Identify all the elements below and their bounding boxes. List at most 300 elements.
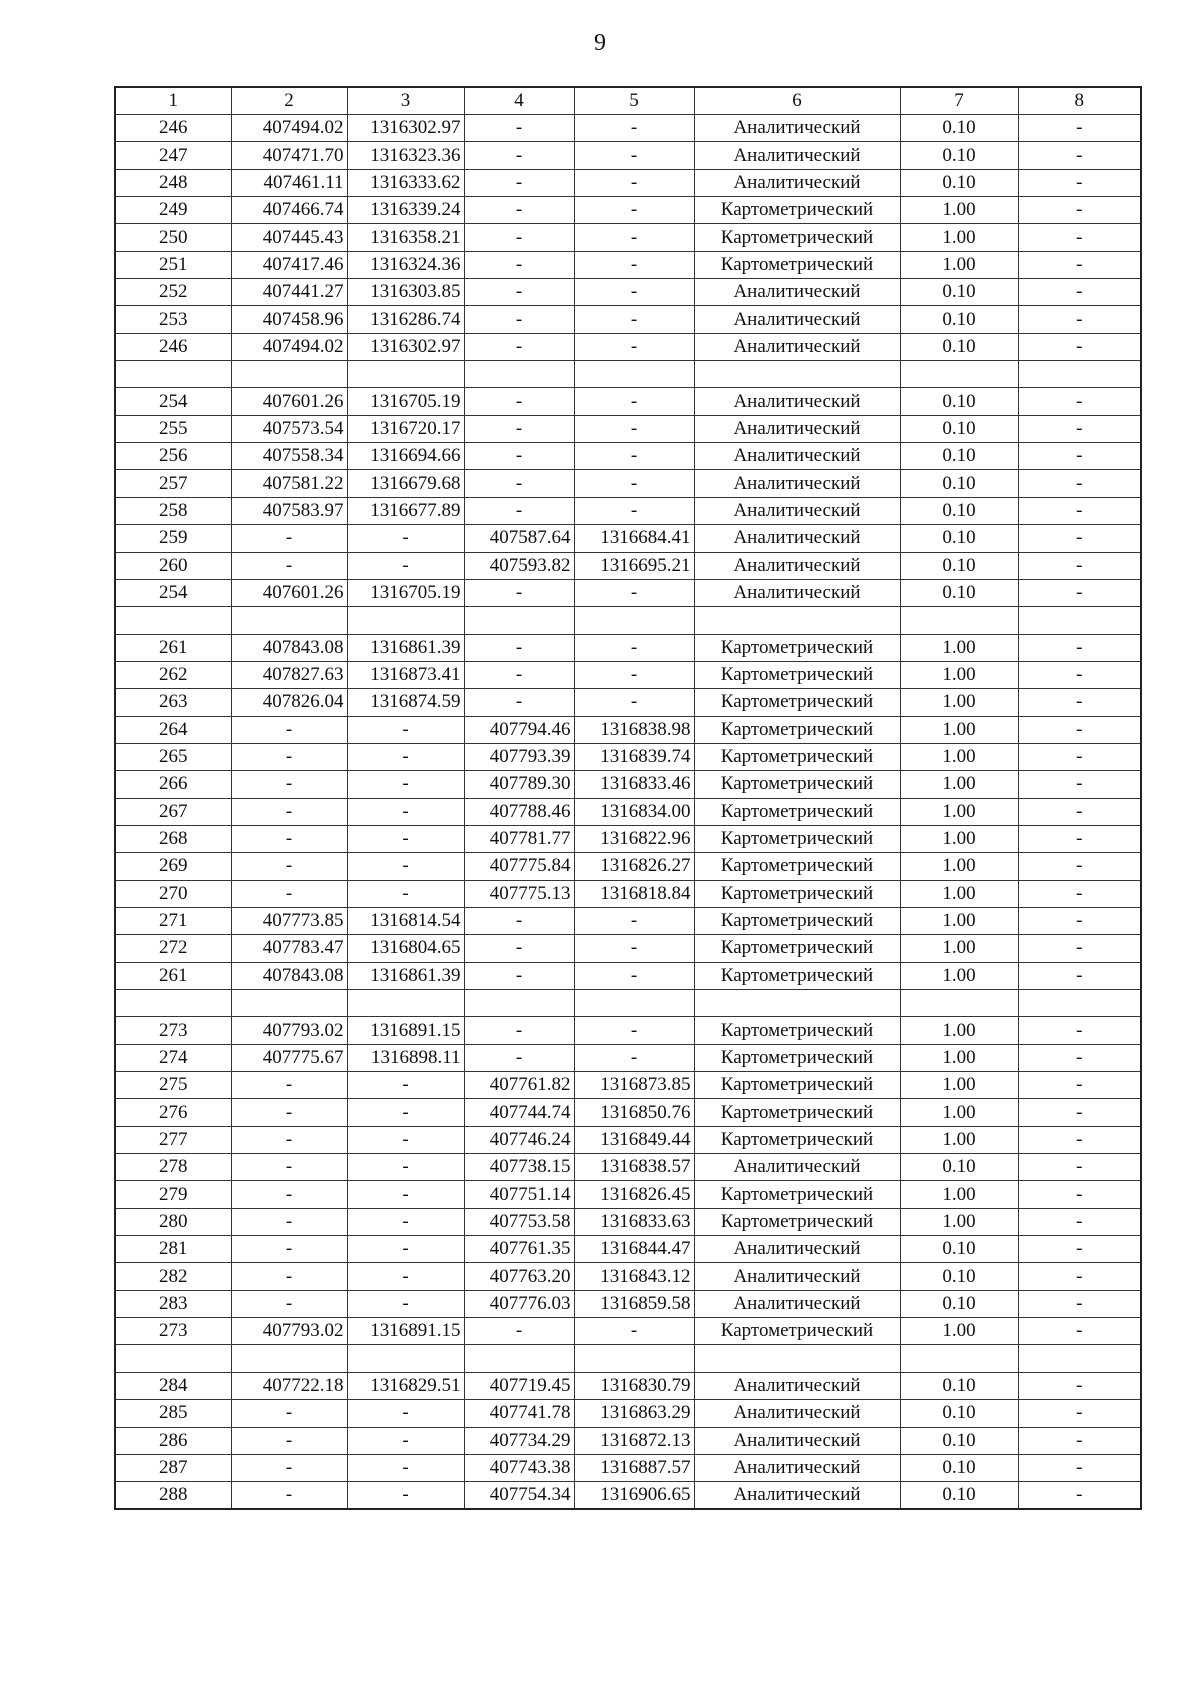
table-cell: - [464,935,574,962]
table-cell: - [464,415,574,442]
table-cell: 1.00 [900,743,1018,770]
table-cell: - [231,1099,347,1126]
table-cell: Аналитический [694,1427,900,1454]
table-cell: Аналитический [694,1482,900,1510]
table-cell: - [231,1290,347,1317]
table-cell: 407719.45 [464,1372,574,1399]
table-cell: 271 [115,907,231,934]
table-cell: 0.10 [900,1290,1018,1317]
table-cell: Аналитический [694,306,900,333]
table-cell: 283 [115,1290,231,1317]
table-cell: 261 [115,634,231,661]
table-cell: 407761.82 [464,1072,574,1099]
table-cell: 247 [115,142,231,169]
table-cell: 1.00 [900,634,1018,661]
table-cell: - [574,579,694,606]
table-cell: 407789.30 [464,771,574,798]
table-cell: - [574,415,694,442]
table-cell [574,990,694,1017]
table-cell: 407775.13 [464,880,574,907]
table-cell [115,607,231,634]
table-cell: Аналитический [694,1154,900,1181]
table-cell [1018,990,1141,1017]
table-cell: - [1018,1017,1141,1044]
table-cell: - [464,333,574,360]
table-cell: 1316302.97 [347,333,464,360]
table-cell: 273 [115,1017,231,1044]
table-cell: - [347,1482,464,1510]
table-cell: 274 [115,1044,231,1071]
table-cell: Аналитический [694,1454,900,1481]
table-cell: - [464,251,574,278]
table-cell: - [1018,1208,1141,1235]
table-cell: - [1018,1154,1141,1181]
table-cell: 407776.03 [464,1290,574,1317]
table-cell: - [347,1263,464,1290]
table-row [115,1126,1141,1153]
table-cell: 270 [115,880,231,907]
table-row [115,443,1141,470]
table-row [115,689,1141,716]
table-cell [115,1345,231,1372]
table-cell: 407466.74 [231,197,347,224]
table-cell: 407458.96 [231,306,347,333]
table-cell: - [231,716,347,743]
table-cell: 407783.47 [231,935,347,962]
table-cell: - [347,1400,464,1427]
table-cell: - [574,935,694,962]
table-cell: - [1018,470,1141,497]
table-cell: - [231,1427,347,1454]
table-cell: 0.10 [900,142,1018,169]
table-cell: Картометрический [694,1017,900,1044]
table-cell: 252 [115,279,231,306]
table-cell: - [347,853,464,880]
table-cell: - [347,1099,464,1126]
table-cell: 1316323.36 [347,142,464,169]
table-cell: 273 [115,1318,231,1345]
table-cell: 1316302.97 [347,115,464,142]
table-row [115,525,1141,552]
table-cell: Аналитический [694,443,900,470]
table-cell: 1316891.15 [347,1017,464,1044]
table-cell: 1316829.51 [347,1372,464,1399]
table-cell: Картометрический [694,1181,900,1208]
table-cell: Аналитический [694,415,900,442]
table-cell: - [1018,1099,1141,1126]
table-cell: Картометрический [694,251,900,278]
table-row [115,1427,1141,1454]
table-cell: 279 [115,1181,231,1208]
table-cell: Картометрический [694,661,900,688]
table-row [115,1208,1141,1235]
table-row [115,1318,1141,1345]
table-cell: - [1018,525,1141,552]
table-cell: - [231,853,347,880]
table-row [115,251,1141,278]
table-cell: - [231,798,347,825]
table-cell: - [1018,825,1141,852]
table-cell: - [574,142,694,169]
table-cell: 407738.15 [464,1154,574,1181]
table-cell: 0.10 [900,443,1018,470]
table-cell: Картометрический [694,197,900,224]
table-cell: 407788.46 [464,798,574,825]
table-cell: Аналитический [694,115,900,142]
column-header: 2 [231,87,347,115]
table-cell: 1.00 [900,1126,1018,1153]
table-cell: 407775.67 [231,1044,347,1071]
table-cell [464,607,574,634]
table-cell: 0.10 [900,1427,1018,1454]
table-cell: 407793.02 [231,1017,347,1044]
table-cell: Аналитический [694,579,900,606]
table-row [115,1482,1141,1510]
table-cell: - [1018,771,1141,798]
table-cell: - [464,1044,574,1071]
table-cell: 286 [115,1427,231,1454]
table-cell: - [1018,1427,1141,1454]
table-cell: - [1018,279,1141,306]
table-cell: Картометрический [694,1044,900,1071]
table-row [115,607,1141,634]
table-cell: 0.10 [900,1372,1018,1399]
table-cell: 407558.34 [231,443,347,470]
table-cell [231,361,347,388]
table-cell: - [231,880,347,907]
table-cell: 1316333.62 [347,169,464,196]
table-cell: - [347,716,464,743]
table-cell: - [574,661,694,688]
table-cell: Картометрический [694,771,900,798]
table-cell: - [1018,661,1141,688]
table-cell: 257 [115,470,231,497]
table-cell [115,990,231,1017]
table-row [115,853,1141,880]
table-cell: - [231,1263,347,1290]
table-cell: - [1018,251,1141,278]
table-row [115,1017,1141,1044]
table-cell: Картометрический [694,224,900,251]
table-cell: - [347,525,464,552]
table-cell: - [231,1208,347,1235]
table-cell: 407751.14 [464,1181,574,1208]
table-cell: 1316874.59 [347,689,464,716]
table-row [115,907,1141,934]
table-cell: 1316863.29 [574,1400,694,1427]
table-cell [347,1345,464,1372]
table-row [115,279,1141,306]
table-cell: - [1018,1318,1141,1345]
table-cell: - [1018,579,1141,606]
table-cell: - [464,634,574,661]
table-cell: - [1018,497,1141,524]
table-cell: - [1018,1482,1141,1510]
table-cell [574,607,694,634]
table-cell: 280 [115,1208,231,1235]
table-cell: 407417.46 [231,251,347,278]
table-cell: 1316838.98 [574,716,694,743]
table-cell: - [231,771,347,798]
table-cell: Аналитический [694,1290,900,1317]
table-cell: 246 [115,115,231,142]
table-row [115,661,1141,688]
table-row [115,825,1141,852]
table-cell: 407581.22 [231,470,347,497]
table-cell: - [1018,634,1141,661]
table-cell: Картометрический [694,907,900,934]
table-cell: - [1018,798,1141,825]
table-cell: 0.10 [900,470,1018,497]
table-cell [574,361,694,388]
table-cell: 281 [115,1236,231,1263]
table-cell: - [347,1454,464,1481]
table-cell: - [1018,1263,1141,1290]
table-cell: 246 [115,333,231,360]
table-cell: 1316814.54 [347,907,464,934]
table-row [115,1154,1141,1181]
table-cell: 0.10 [900,1400,1018,1427]
table-cell: 1.00 [900,907,1018,934]
table-cell: 1.00 [900,771,1018,798]
table-cell: 1316833.46 [574,771,694,798]
table-cell: - [574,333,694,360]
table-cell: Аналитический [694,525,900,552]
table-cell: - [574,907,694,934]
table-cell: 407793.39 [464,743,574,770]
table-cell: - [231,1236,347,1263]
table-cell: - [231,552,347,579]
table-cell [900,361,1018,388]
table-cell: - [574,306,694,333]
table-cell: - [347,825,464,852]
table-cell: 249 [115,197,231,224]
table-cell: - [574,1318,694,1345]
table-cell: - [464,306,574,333]
table-cell: - [574,689,694,716]
table-cell: - [574,1017,694,1044]
table-cell: - [347,743,464,770]
table-cell: - [231,1126,347,1153]
table-cell: - [347,1290,464,1317]
table-row [115,1072,1141,1099]
table-cell: Аналитический [694,1400,900,1427]
table-row [115,142,1141,169]
table-cell: 1.00 [900,661,1018,688]
table-cell: - [231,525,347,552]
table-cell: 258 [115,497,231,524]
table-cell: Картометрический [694,853,900,880]
table-cell: 1.00 [900,1099,1018,1126]
table-cell: 278 [115,1154,231,1181]
table-cell: 1316818.84 [574,880,694,907]
table-cell: 262 [115,661,231,688]
table-cell: - [1018,224,1141,251]
table-cell: 1.00 [900,1208,1018,1235]
table-cell: 265 [115,743,231,770]
table-cell: Картометрический [694,798,900,825]
table-cell: 269 [115,853,231,880]
table-cell: - [231,1181,347,1208]
table-cell: - [231,1154,347,1181]
table-cell: 248 [115,169,231,196]
table-cell: 407601.26 [231,388,347,415]
table-cell: 1316849.44 [574,1126,694,1153]
table-cell: 407587.64 [464,525,574,552]
header-row [115,87,1141,115]
table-cell: 1316286.74 [347,306,464,333]
table-cell: 1.00 [900,1017,1018,1044]
table-cell: 268 [115,825,231,852]
table-cell: 253 [115,306,231,333]
table-cell: 282 [115,1263,231,1290]
column-header: 6 [694,87,900,115]
table-cell: 1316887.57 [574,1454,694,1481]
table-cell: 1316826.27 [574,853,694,880]
table-cell: 288 [115,1482,231,1510]
table-row [115,1044,1141,1071]
table-cell [347,990,464,1017]
table-row [115,361,1141,388]
table-cell: 254 [115,388,231,415]
table-cell: Картометрический [694,1208,900,1235]
table-cell: - [574,197,694,224]
table-cell [694,1345,900,1372]
table-cell: 0.10 [900,1154,1018,1181]
table-row [115,306,1141,333]
table-cell: - [347,1154,464,1181]
table-cell: - [1018,115,1141,142]
table-cell: - [464,1017,574,1044]
table-cell: - [231,1454,347,1481]
table-cell: 1316838.57 [574,1154,694,1181]
table-cell: 1316898.11 [347,1044,464,1071]
table-row [115,197,1141,224]
table-cell: 407754.34 [464,1482,574,1510]
table-cell: 266 [115,771,231,798]
table-cell [1018,361,1141,388]
table-cell: 1.00 [900,880,1018,907]
table-cell: - [574,115,694,142]
table-cell: Аналитический [694,497,900,524]
table-cell [900,607,1018,634]
table-cell: - [574,1044,694,1071]
table-cell: - [464,962,574,989]
table-cell: - [574,443,694,470]
table-cell: 1316859.58 [574,1290,694,1317]
table-cell: 0.10 [900,333,1018,360]
table-row [115,552,1141,579]
table-cell: - [347,1126,464,1153]
table-cell: 407746.24 [464,1126,574,1153]
table-cell: 1.00 [900,1318,1018,1345]
table-cell: - [1018,743,1141,770]
table-cell: 407843.08 [231,634,347,661]
table-cell: - [574,497,694,524]
table-cell: 407593.82 [464,552,574,579]
table-cell: 1316679.68 [347,470,464,497]
table-cell: Аналитический [694,388,900,415]
table-cell: - [1018,1400,1141,1427]
table-cell: 1.00 [900,224,1018,251]
table-cell [694,607,900,634]
table-cell: - [574,224,694,251]
table-cell: Картометрический [694,689,900,716]
table-cell: - [347,552,464,579]
table-cell: 0.10 [900,279,1018,306]
table-cell [694,990,900,1017]
table-cell: - [1018,689,1141,716]
table-row [115,333,1141,360]
table-cell: 250 [115,224,231,251]
table-cell: - [574,470,694,497]
table-cell: 0.10 [900,497,1018,524]
table-cell: 254 [115,579,231,606]
table-cell: 1.00 [900,853,1018,880]
table-cell: 0.10 [900,388,1018,415]
table-cell: 1316720.17 [347,415,464,442]
table-cell: 1316873.41 [347,661,464,688]
table-cell: 277 [115,1126,231,1153]
table-cell: 1316872.13 [574,1427,694,1454]
table-cell: 407494.02 [231,333,347,360]
table-cell: - [1018,388,1141,415]
table-cell: 407461.11 [231,169,347,196]
table-row [115,579,1141,606]
table-cell: - [1018,962,1141,989]
table-row [115,169,1141,196]
table-cell: - [347,1208,464,1235]
table-cell: 251 [115,251,231,278]
table-cell: - [1018,552,1141,579]
table-cell: 1.00 [900,962,1018,989]
table-cell: 407441.27 [231,279,347,306]
table-cell: 256 [115,443,231,470]
table-cell: 407827.63 [231,661,347,688]
table-cell: - [1018,716,1141,743]
table-row [115,470,1141,497]
table-cell: 1.00 [900,251,1018,278]
table-cell: - [464,279,574,306]
table-cell: - [464,661,574,688]
table-cell: 0.10 [900,306,1018,333]
table-row [115,990,1141,1017]
table-row [115,880,1141,907]
table-cell: 1316303.85 [347,279,464,306]
table-cell: - [1018,142,1141,169]
table-cell: 407722.18 [231,1372,347,1399]
table-cell: 1316822.96 [574,825,694,852]
table-cell: - [1018,443,1141,470]
table-cell: 1.00 [900,1044,1018,1071]
table-cell: 0.10 [900,169,1018,196]
table-cell [464,361,574,388]
table-cell: - [1018,1072,1141,1099]
table-cell: 261 [115,962,231,989]
table-cell: - [231,743,347,770]
table-cell: 1.00 [900,798,1018,825]
table-cell: - [1018,1236,1141,1263]
table-cell: 276 [115,1099,231,1126]
table-cell: 263 [115,689,231,716]
coordinates-table [114,86,1142,1510]
table-cell: - [1018,907,1141,934]
table-cell: 1316694.66 [347,443,464,470]
table-cell: - [574,962,694,989]
table-cell: Аналитический [694,1236,900,1263]
table-cell: Картометрический [694,743,900,770]
table-cell: - [347,880,464,907]
